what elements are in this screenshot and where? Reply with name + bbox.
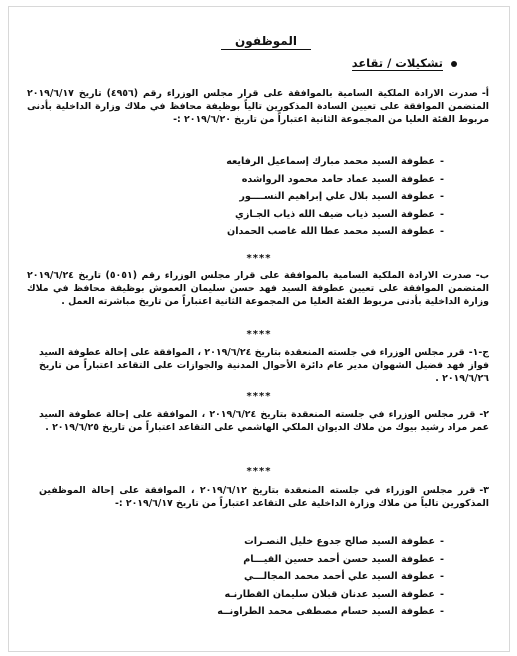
paragraph-marker: ج-١-: [468, 347, 489, 358]
paragraph-text: صدرت الارادة الملكية السامية بالموافقة على قرار مجلس الوزراء رقم (٥٠٥١) تاريخ ٢٠١٩/٦/٢٤ المتضمن الموافقة على تعيين عطوفة السيد فهد حسن سليمان العموش بوظيفة محافظ في ملاك وزارة الداخلية بأدنى مربوط الفئة العليا من المجموعة الثانية اعتباراً من تاريخ مباشرته العمل .: [27, 270, 489, 307]
bullet-icon: [451, 61, 457, 67]
separator: ****: [246, 253, 272, 264]
paragraph-c1: [39, 346, 489, 385]
paragraph-a: [27, 87, 489, 126]
list-item: - عطوفة السيد عدنان قبلان سليمان القطارنـه: [224, 588, 444, 600]
list-item: - عطوفة السيد عماد حامد محمود الرواشده: [241, 173, 444, 185]
list-item: - عطوفة السيد ذياب ضيف الله ذياب الجـازي: [235, 208, 444, 220]
paragraph-marker: ٢-: [479, 409, 489, 420]
names-list-a: [169, 153, 449, 241]
paragraph-b: [27, 269, 489, 308]
list-item: - عطوفة السيد صالح جدوع خليل النصـرات: [244, 536, 444, 548]
paragraph-text: صدرت الارادة الملكية السامية بالموافقة على قرار مجلس الوزراء رقم (٤٩٥٦) تاريخ ٢٠١٩/٦/١٧ المتضمن الموافقة على تعيين السادة المذكورين تالياً بوظيفة محافظ في ملاك وزارة الداخلية بأدنى مربوط الفئة العليا من المجموعة الثانية اعتباراً من تاريخ ٢٠١٩/٦/٢٠ :-: [27, 88, 489, 125]
paragraph-c2: [39, 408, 489, 434]
paragraph-text: قرر مجلس الوزراء في جلسته المنعقدة بتاريخ ٢٠١٩/٦/٢٤ ، الموافقة على إحالة عطوفة السيد فواز فهد فضيل الشهوان مدير عام دائرة الأحوال المدنية والجوازات على التقاعد اعتباراً من تاريخ ٢٠١٩/٦/٢٦ .: [39, 347, 489, 384]
section-header: [352, 56, 457, 71]
document-page: [8, 6, 510, 652]
paragraph-marker: ب-: [475, 270, 490, 281]
section-title: تشكيلات / تقاعد: [351, 56, 443, 70]
separator: ****: [246, 466, 272, 477]
list-item: - عطوفة السيد حسن أحمد حسين القيـــام: [243, 553, 444, 565]
separator: ****: [246, 391, 272, 402]
paragraph-text: قرر مجلس الوزراء في جلسته المنعقدة بتاريخ ٢٠١٩/٦/٢٤ ، الموافقة على إحالة عطوفة السيد عمر مراد رشيد بيوك من ملاك الديوان الملكي الهاشمي على التقاعد اعتباراً من تاريخ ٢٠١٩/٦/٢٥ .: [39, 409, 489, 433]
page-heading: الموظفون: [221, 34, 311, 50]
list-item: - عطوفة السيد حسام مصطفى محمد الطراونــه: [217, 606, 444, 618]
list-item: - عطوفة السيد محمد مبارك إسماعيل الرفايعه: [226, 156, 444, 168]
paragraph-marker: أ-: [481, 88, 489, 99]
names-list-c3: [159, 533, 449, 621]
list-item: - عطوفة السيد محمد عطا الله غاصب الحمدان: [227, 226, 444, 238]
separator: ****: [246, 329, 272, 340]
paragraph-c3: [39, 484, 489, 510]
paragraph-marker: ٣-: [479, 485, 489, 496]
list-item: - عطوفة السيد بلال علي إبراهيم النســــور: [239, 191, 444, 203]
paragraph-text: قرر مجلس الوزراء في جلسته المنعقدة بتاريخ ٢٠١٩/٦/١٢ ، الموافقة على إحالة الموظفين المذكورين تالياً من ملاك وزارة الداخلية على التقاعد اعتباراً من تاريخ ٢٠١٩/٦/١٧ :-: [39, 485, 489, 509]
list-item: - عطوفة السيد علي أحمد محمد المجالـــي: [244, 571, 444, 583]
